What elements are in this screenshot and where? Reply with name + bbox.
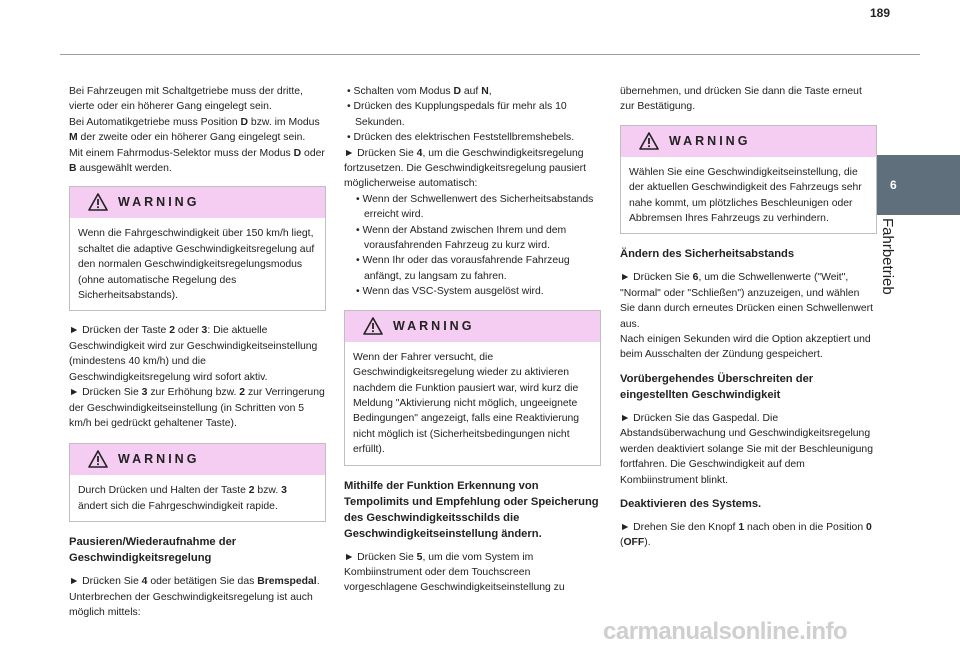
watermark: carmanualsonline.info — [603, 618, 848, 645]
list-item: • Drücken des elektrischen Feststellbremshebels. — [347, 132, 575, 144]
warning-icon — [363, 317, 383, 335]
warning-text: Wählen Sie eine Geschwindigkeitseinstellung, die der aktuellen Geschwindigkeit des Fahrzeugs sehr nahe kommt, um plötzliches Beschleunigen oder Abbremsen Ihres Fahrzeugs zu verhindern. — [629, 166, 862, 225]
warning-box — [69, 186, 326, 311]
warning-header — [70, 444, 325, 475]
section-heading: Mithilfe der Funktion Erkennung von Tempolimits und Empfehlung oder Speicherung des Geschwindigkeitsschilds die Geschwindigkeitseinstellung ändern. — [344, 479, 599, 540]
list-item: • Drücken des Kupplungspedals für mehr als 10 Sekunden. — [347, 101, 567, 128]
section-heading: Pausieren/Wiederaufnahme der Geschwindigkeitsregelung — [69, 536, 237, 565]
paragraph: Nach einigen Sekunden wird die Option akzeptiert und beim Ausschalten der Zündung gespeichert. — [620, 334, 871, 361]
header-rule — [60, 54, 920, 55]
paragraph: übernehmen, und drücken Sie dann die Taste erneut zur Bestätigung. — [620, 86, 862, 113]
chapter-number: 6 — [890, 178, 897, 192]
warning-title: WARNING — [118, 195, 200, 210]
warning-text: Wenn der Fahrer versucht, die Geschwindigkeitsregelung wieder zu aktivieren nachdem die Funktion pausiert war, wird kurz die Meldung "Aktivierung nicht möglich, ungeeignete Bedingungen" angezeigt, falls eine Reaktivierung nicht möglich ist (Sicherheitsbedingungen nicht erfüllt). — [353, 351, 580, 456]
step: ► Drücken Sie 3 zur Erhöhung bzw. 2 zur Verringerung der Geschwindigkeitseinstellung (in Schritten von 5 km/h bei gedrückt gehaltener Taste). — [69, 387, 325, 429]
column-3 — [620, 84, 877, 551]
chapter-label: Fahrbetrieb — [879, 218, 896, 295]
column-1 — [69, 84, 326, 620]
paragraph: Mit einem Fahrmodus-Selektor muss der Modus D oder B ausgewählt werden. — [69, 147, 325, 175]
list-item: • Wenn Ihr oder das vorausfahrende Fahrzeug anfängt, zu langsam zu fahren. — [356, 255, 570, 282]
list-item: • Wenn das VSC-System ausgelöst wird. — [356, 286, 544, 298]
list-item: • Wenn der Abstand zwischen Ihrem und dem vorausfahrenden Fahrzeug zu kurz wird. — [356, 224, 567, 252]
paragraph: Bei Automatikgetriebe muss Position D bzw. im Modus M der zweite oder ein höherer Gang eingelegt sein. — [69, 116, 320, 144]
warning-header — [345, 311, 600, 342]
warning-icon — [639, 132, 659, 150]
step: ► Drücken Sie 4 oder betätigen Sie das Bremspedal. Unterbrechen der Geschwindigkeitsregelung ist auch möglich mittels: — [69, 576, 320, 618]
warning-box — [69, 443, 326, 522]
warning-icon — [88, 450, 108, 468]
list-item: • Wenn der Schwellenwert des Sicherheitsabstands erreicht wird. — [356, 193, 594, 221]
step: ► Drücken Sie 4, um die Geschwindigkeitsregelung fortzusetzen. Die Geschwindigkeitsregelung pausiert möglicherweise automatisch: — [344, 147, 586, 190]
paragraph: Bei Fahrzeugen mit Schaltgetriebe muss der dritte, vierte oder ein höherer Gang eingelegt sein. — [69, 86, 303, 113]
step: ► Drücken der Taste 2 oder 3: Die aktuelle Geschwindigkeit wird zur Geschwindigkeitseinstellung (mindestens 40 km/h) und die Geschwindigkeitsregelung wird sofort aktiv. — [69, 325, 318, 383]
list-item: • Schalten vom Modus D auf N, — [347, 86, 492, 97]
warning-box — [344, 310, 601, 466]
step: ► Drücken Sie 5, um die vom System im Kombiinstrument oder dem Touchscreen vorgeschlagene Geschwindigkeitseinstellung zu — [344, 551, 565, 594]
warning-box — [620, 125, 877, 235]
step: ► Drücken Sie das Gaspedal. Die Abstandsüberwachung und Geschwindigkeitsregelung werden deaktiviert solange Sie mit der Beschleunigung fortfahren. Die Geschwindigkeit auf dem Kombiinstrument blinkt. — [620, 412, 873, 486]
warning-text: Wenn die Fahrgeschwindigkeit über 150 km/h liegt, schaltet die adaptive Geschwindigkeitsregelung auf den normalen Geschwindigkeitsregelungsmodus (ohne automatische Regelung des Sicherheitsabstands). — [78, 228, 315, 302]
step: ► Drücken Sie 6, um die Schwellenwerte ("Weit", "Normal" oder "Schließen") anzuzeigen, und wählen Sie dann durch erneutes Drücken einen Schwellenwert aus. — [620, 272, 873, 330]
warning-text: Durch Drücken und Halten der Taste 2 bzw. 3 ändert sich die Fahrgeschwindigkeit rapide. — [78, 485, 287, 512]
warning-header — [70, 187, 325, 218]
section-heading: Deaktivieren des Systems. — [620, 497, 762, 510]
warning-icon — [88, 193, 108, 211]
warning-title: WARNING — [669, 133, 751, 148]
column-2 — [344, 84, 601, 596]
section-heading: Ändern des Sicherheitsabstands — [620, 248, 795, 261]
section-heading: Vorübergehendes Überschreiten der eingestellten Geschwindigkeit — [620, 372, 814, 401]
warning-title: WARNING — [393, 318, 475, 333]
warning-title: WARNING — [118, 452, 200, 467]
chapter-tab — [876, 155, 960, 215]
warning-header — [621, 126, 876, 157]
step: ► Drehen Sie den Knopf 1 nach oben in die Position 0 (OFF). — [620, 521, 872, 549]
page-number: 189 — [870, 6, 891, 20]
